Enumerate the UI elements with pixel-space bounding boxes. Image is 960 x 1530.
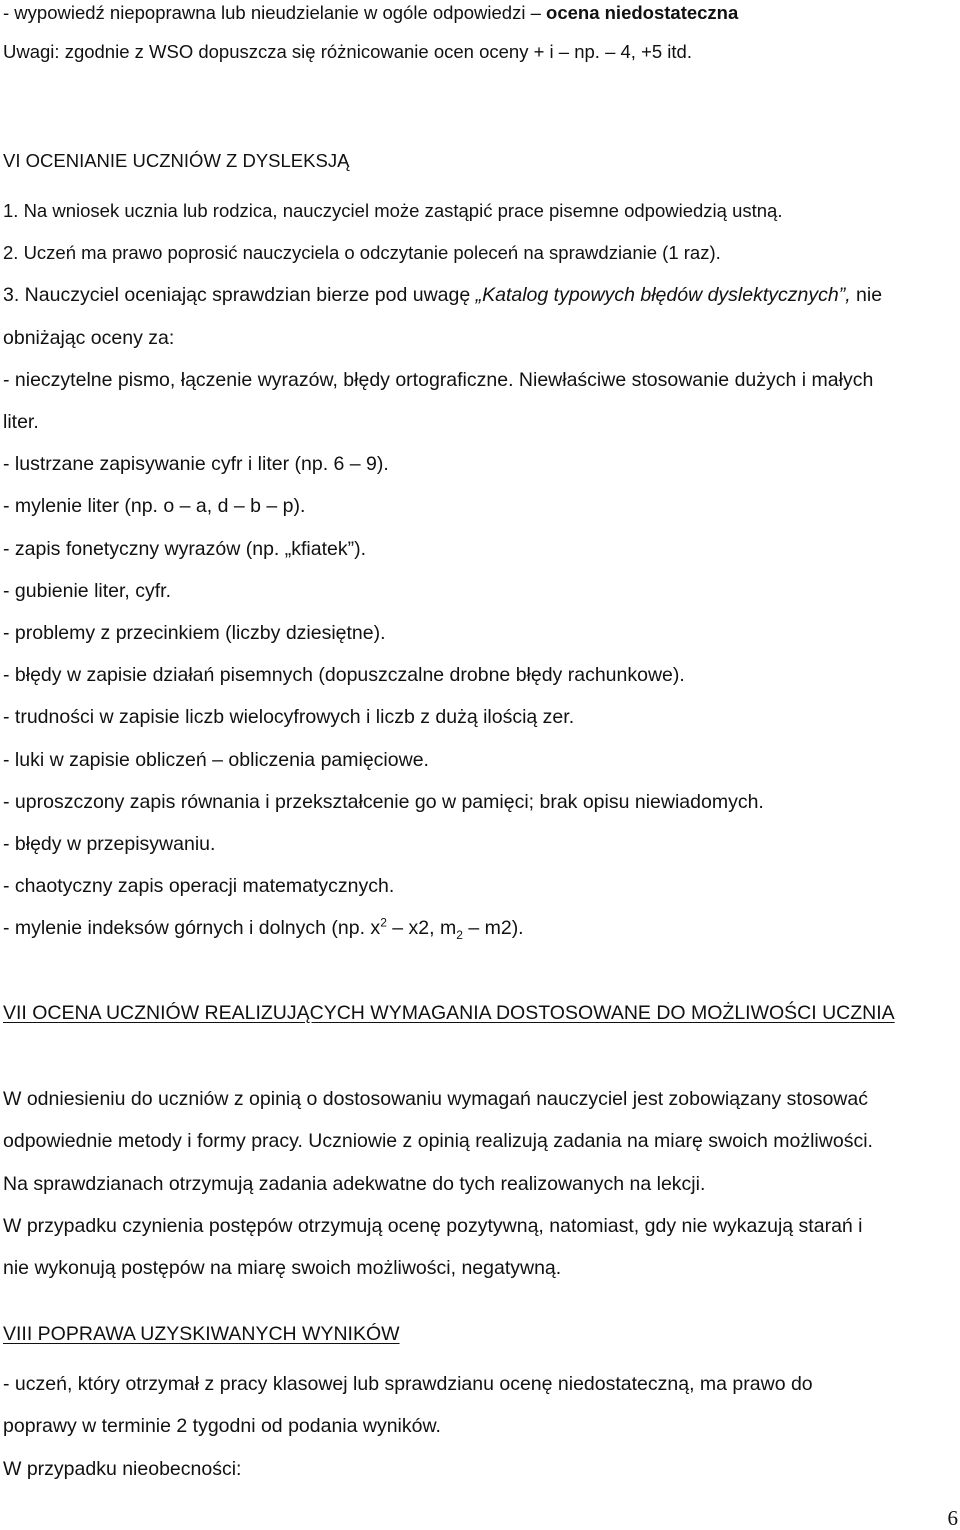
superscript: 2: [380, 915, 387, 930]
dyslexia-bullet-6: - problemy z przecinkiem (liczby dziesiętne).: [3, 622, 386, 644]
dyslexia-bullet-1: - nieczytelne pismo, łączenie wyrazów, błędy ortograficzne. Niewłaściwe stosowanie dużych i małych: [3, 369, 874, 391]
section-vii-heading: VII OCENA UCZNIÓW REALIZUJĄCYCH WYMAGANIA DOSTOSOWANE DO MOŻLIWOŚCI UCZNIA: [3, 1002, 895, 1024]
grade-failing-bold: ocena niedostateczna: [546, 2, 739, 23]
section-viii-heading: VIII POPRAWA UZYSKIWANYCH WYNIKÓW: [3, 1323, 400, 1345]
section-viii-line-3: W przypadku nieobecności:: [3, 1458, 242, 1480]
section-vi-item-3: 3. Nauczyciel oceniając sprawdzian bierze pod uwagę „Katalog typowych błędów dyslektycznych”, nie: [3, 284, 883, 306]
dyslexia-bullet-4: - zapis fonetyczny wyrazów (np. „kfiatek”).: [3, 538, 367, 560]
grading-remarks-line: Uwagi: zgodnie z WSO dopuszcza się różnicowanie ocen oceny + i – np. – 4, +5 itd.: [3, 41, 692, 62]
section-vi-heading: VI OCENIANIE UCZNIÓW Z DYSLEKSJĄ: [3, 150, 350, 171]
section-vi-item-3-cont: obniżając oceny za:: [3, 327, 175, 349]
dyslexia-bullet-7: - błędy w zapisie działań pisemnych (dopuszczalne drobne błędy rachunkowe).: [3, 664, 685, 686]
section-viii-line-2: poprawy w terminie 2 tygodni od podania wyników.: [3, 1415, 441, 1437]
dyslexia-bullet-10: - uproszczony zapis równania i przekształcenie go w pamięci; brak opisu niewiadomych.: [3, 791, 764, 813]
section-vii-paragraph-line-5: nie wykonują postępów na miarę swoich możliwości, negatywną.: [3, 1257, 562, 1279]
section-viii-line-1: - uczeń, który otrzymał z pracy klasowej lub sprawdzianu ocenę niedostateczną, ma prawo do: [3, 1373, 813, 1395]
dyslexia-bullet-1-cont: liter.: [3, 411, 39, 433]
section-vi-item-2: 2. Uczeń ma prawo poprosić nauczyciela o odczytanie poleceń na sprawdzianie (1 raz).: [3, 242, 721, 263]
page-number: 6: [947, 1506, 958, 1530]
section-vii-paragraph-line-3: Na sprawdzianach otrzymują zadania adekwatne do tych realizowanych na lekcji.: [3, 1173, 706, 1195]
dyslexia-bullet-12: - chaotyczny zapis operacji matematycznych.: [3, 875, 395, 897]
section-vii-paragraph-line-2: odpowiednie metody i formy pracy. Uczniowie z opinią realizują zadania na miarę swoich możliwości.: [3, 1130, 873, 1152]
dyslexia-bullet-8: - trudności w zapisie liczb wielocyfrowych i liczb z dużą ilością zer.: [3, 706, 575, 728]
dyslexia-bullet-9: - luki w zapisie obliczeń – obliczenia pamięciowe.: [3, 749, 429, 771]
dyslexia-bullet-2: - lustrzane zapisywanie cyfr i liter (np. 6 – 9).: [3, 453, 389, 475]
grade-failing-line: - wypowiedź niepoprawna lub nieudzielanie w ogóle odpowiedzi – ocena niedostateczna: [3, 2, 739, 23]
dyslexia-bullet-5: - gubienie liter, cyfr.: [3, 580, 171, 602]
section-vii-paragraph-line-1: W odniesieniu do uczniów z opinią o dostosowaniu wymagań nauczyciel jest zobowiązany stosować: [3, 1088, 868, 1110]
section-vi-item-1: 1. Na wniosek ucznia lub rodzica, nauczyciel może zastąpić prace pisemne odpowiedzią ustną.: [3, 200, 783, 221]
dyslexia-bullet-3: - mylenie liter (np. o – a, d – b – p).: [3, 495, 306, 517]
dyslexia-bullet-13: - mylenie indeksów górnych i dolnych (np. $x^2 - x2$, $m_2 - m2$).: [3, 915, 524, 942]
subscript: 2: [456, 927, 463, 942]
catalog-title: „Katalog typowych błędów dyslektycznych”,: [475, 284, 851, 306]
section-vii-paragraph-line-4: W przypadku czynienia postępów otrzymują ocenę pozytywną, natomiast, gdy nie wykazują starań i: [3, 1215, 863, 1237]
dyslexia-bullet-11: - błędy w przepisywaniu.: [3, 833, 216, 855]
